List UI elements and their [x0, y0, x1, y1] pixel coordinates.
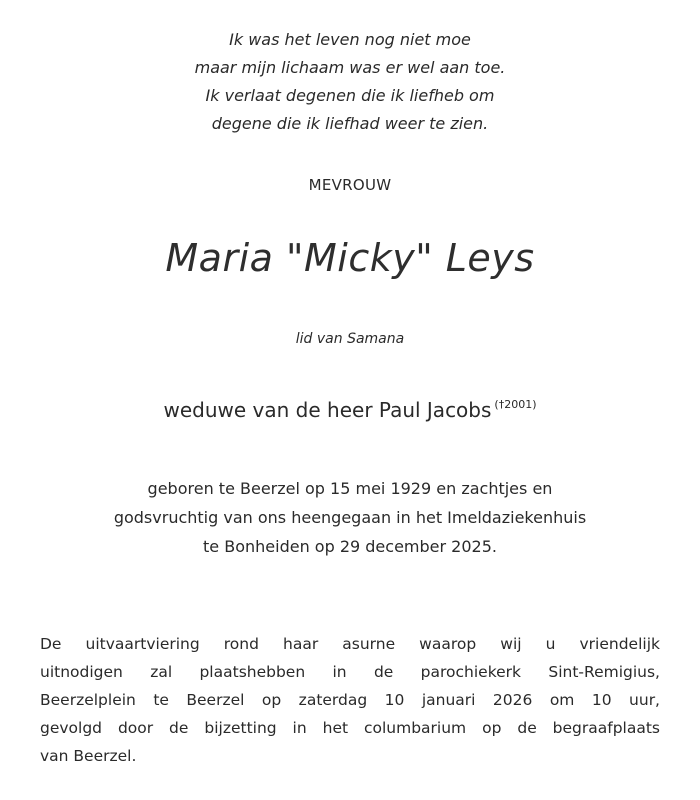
honorific-title: MEVROUW	[308, 176, 392, 194]
poem	[0, 26, 700, 138]
poem-line: maar mijn lichaam was er wel aan toe.	[194, 58, 506, 77]
funeral-line: De uitvaartviering rond haar asurne waarop wij u vriendelijk	[40, 635, 660, 653]
widow-line	[0, 398, 700, 422]
funeral-paragraph	[40, 630, 660, 770]
funeral-line: van Beerzel.	[40, 747, 137, 765]
widow-note: (†2001)	[494, 398, 537, 411]
poem-line: degene die ik liefhad weer te zien.	[211, 114, 489, 133]
widow-text: weduwe van de heer Paul Jacobs	[163, 398, 492, 422]
poem-line: Ik verlaat degenen die ik liefheb om	[205, 86, 495, 105]
deceased-name: Maria "Micky" Leys	[165, 236, 535, 280]
membership-line: lid van Samana	[295, 331, 405, 347]
birth-line: godsvruchtig van ons heengegaan in het Imeldaziekenhuis	[113, 508, 587, 527]
birth-line: geboren te Beerzel op 15 mei 1929 en zachtjes en	[147, 479, 553, 498]
birth-line: te Bonheiden op 29 december 2025.	[203, 537, 497, 556]
funeral-line: uitnodigen zal plaatshebben in de parochiekerk Sint-Remigius,	[40, 663, 660, 681]
birth-death-paragraph	[0, 474, 700, 561]
funeral-line: gevolgd door de bijzetting in het columbarium op de begraafplaats	[40, 719, 660, 737]
funeral-line: Beerzelplein te Beerzel op zaterdag 10 januari 2026 om 10 uur,	[40, 691, 660, 709]
poem-line: Ik was het leven nog niet moe	[229, 30, 471, 49]
